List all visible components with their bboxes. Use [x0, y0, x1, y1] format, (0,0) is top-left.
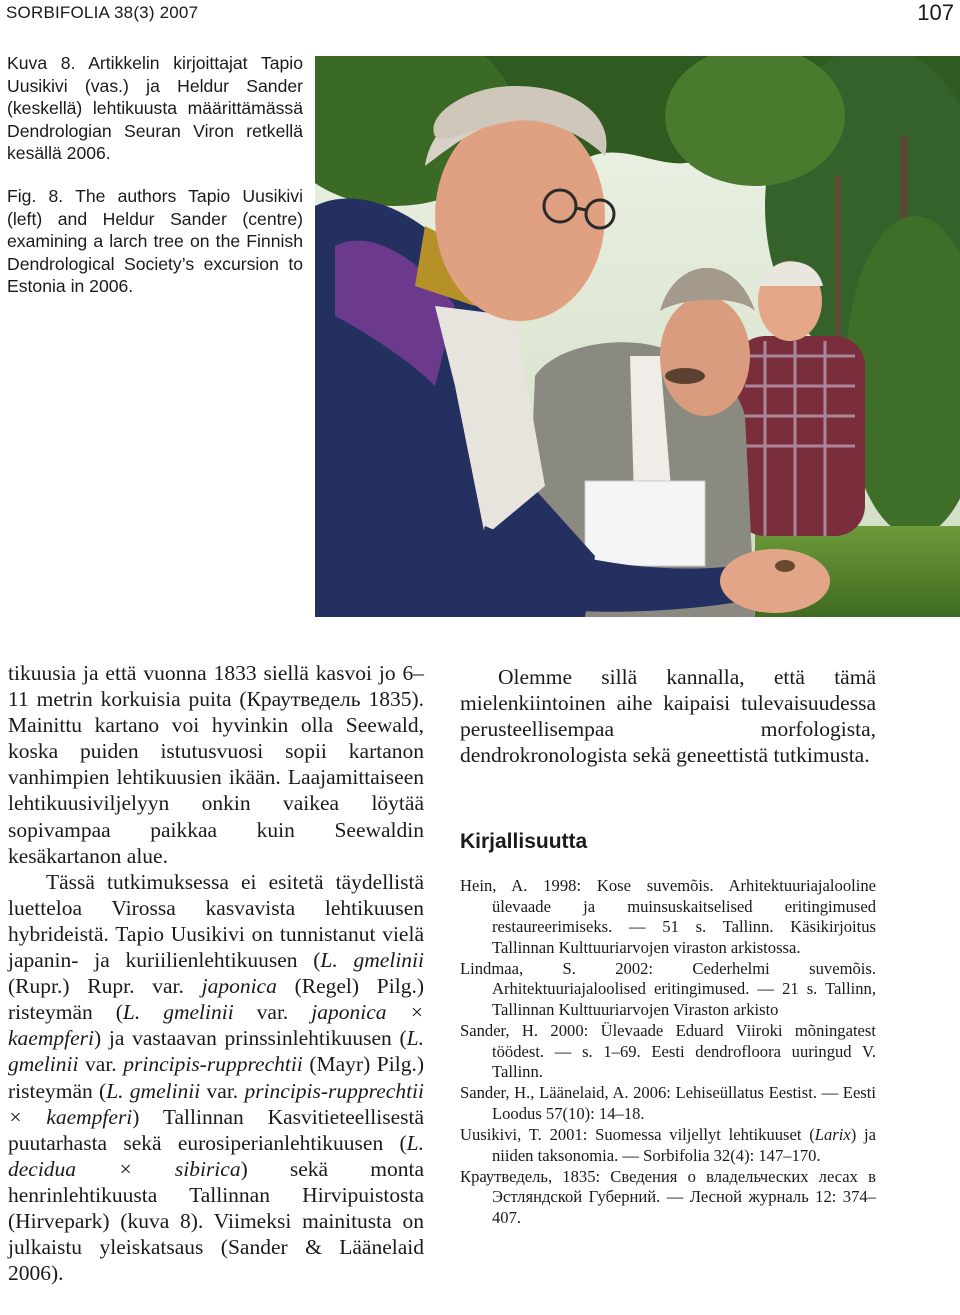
- body-paragraph: [8, 869, 424, 1287]
- text-run: Tässä tutkimuksessa ei esitetä täydellistä luetteloa Virossa kasvavista lehtikuusen hybrideistä. Tapio Uusikivi on tunnistanut vielä japanin- ja kuriilienlehtikuusen (: [8, 869, 424, 973]
- text-run: var.: [200, 1078, 245, 1103]
- taxon-name: japonica: [201, 974, 277, 999]
- reference-item: [460, 1125, 876, 1166]
- references-heading: Kirjallisuutta: [460, 830, 588, 854]
- body-column-left: [8, 660, 424, 1286]
- text-run: ) sekä monta henrinlehtikuusta Tallinnan Hirvipuistosta (Hirvepark) (kuva 8). Viimeksi mainitusta on julkaistu yleiskatsaus (Sander & Läänelaid 2006).: [8, 1156, 424, 1286]
- text-run: (Regel) Pilg.) risteymän (: [8, 974, 424, 1025]
- text-run: var.: [233, 1000, 312, 1025]
- reference-item: Sander, H. 2000: Ülevaade Eduard Viiroki mõningatest töödest. — s. 1–69. Eesti dendrofloora uuringud V. Tallinn.: [460, 1021, 876, 1082]
- text-run: ) ja vastaavan prinssinlehtikuusen (: [93, 1026, 407, 1051]
- text-run: var.: [78, 1052, 124, 1077]
- running-header: [6, 0, 954, 28]
- body-paragraph: Olemme sillä kannalla, että tämä mielenkiintoinen aihe kaipaisi tulevaisuudessa perusteellisempaa morfologista, dendrokronologista sekä geneettistä tutkimusta.: [460, 665, 876, 768]
- reference-item: Sander, H., Läänelaid, A. 2006: Lehiseüllatus Eestist. — Eesti Loodus 57(10): 14–18.: [460, 1083, 876, 1123]
- caption-english: Fig. 8. The authors Tapio Uusikivi (left) and Heldur Sander (centre) examining a larch tree on the Finnish Dendrological Society’s excursion to Estonia in 2006.: [7, 185, 303, 297]
- body-paragraph: tikuusia ja että vuonna 1833 siellä kasvoi jo 6–11 metrin korkuisia puita (Краутведель 1835). Mainittu kartano voi hyvinkin olla Seewald, koska puiden istutusvuosi sopii kartanon vanhimpien lehtikuusien ikään. Laajamittaiseen lehtikuusiviljelyyn onkin vaikea löytää sopivampaa paikkaa kuin Seewaldin kesäkartanon alue.: [8, 661, 424, 868]
- taxon-name: L. gmelinii: [122, 1000, 234, 1025]
- taxon-name: principis-rupprechtii: [123, 1052, 303, 1077]
- taxon-name: L. gmelinii: [8, 1026, 424, 1077]
- photograph-figure: [315, 56, 960, 617]
- text-run: ) Tallinnan Kasvitieteellisestä puutarhasta sekä eurosiperianlehtikuusen (: [8, 1104, 424, 1155]
- text-run: Uusikivi, T. 2001: Suomessa viljellyt lehtikuuset (: [460, 1125, 815, 1145]
- reference-list: [460, 876, 876, 1228]
- photograph-icon: [315, 56, 960, 617]
- reference-item: Lindmaa, S. 2002: Cederhelmi suvemõis. Arhitektuuriajaloolised eritingimused. — 21 s. Tallinn, Tallinnan Kulttuuriarvojen Viraston arkisto: [460, 959, 876, 1019]
- taxon-name: L. decidua × sibirica: [8, 1130, 424, 1181]
- reference-item: Краутведель, 1835: Сведения о владельческих лесах в Эстляндской Губерний. — Лесной журналь 12: 374–407.: [460, 1167, 876, 1227]
- reference-item: Hein, A. 1998: Kose suvemõis. Arhitektuuriajalooline ülevaade ja muinsuskaitselised eritingimused restaureerimiseks. — 51 s. Tallinn. Käsikirjoitus Tallinnan Kulttuuriarvojen viraston arkistossa.: [460, 876, 876, 957]
- journal-title: SORBIFOLIA 38(3) 2007: [6, 3, 199, 22]
- figure-caption: [7, 52, 303, 318]
- taxon-name: Larix: [814, 1125, 851, 1145]
- taxon-name: principis-rupprechtii × kaempferi: [8, 1078, 424, 1129]
- taxon-name: L. gmelinii: [106, 1078, 201, 1103]
- caption-finnish: Kuva 8. Artikkelin kirjoittajat Tapio Uusikivi (vas.) ja Heldur Sander (keskellä) lehtikuusta määrittämässä Dendrologian Seuran Viron retkellä kesällä 2006.: [7, 53, 303, 164]
- body-column-right: [460, 664, 876, 1229]
- text-run: (Mayr) Pilg.) risteymän (: [8, 1052, 424, 1103]
- text-run: ) ja niiden taksonomia. — Sorbifolia 32(4): 147–170.: [492, 1125, 876, 1165]
- taxon-name: japonica × kaempferi: [8, 1000, 424, 1051]
- page-number: 107: [917, 0, 954, 25]
- text-run: (Rupr.) Rupr. var.: [8, 974, 202, 999]
- taxon-name: L. gmelinii: [320, 948, 424, 973]
